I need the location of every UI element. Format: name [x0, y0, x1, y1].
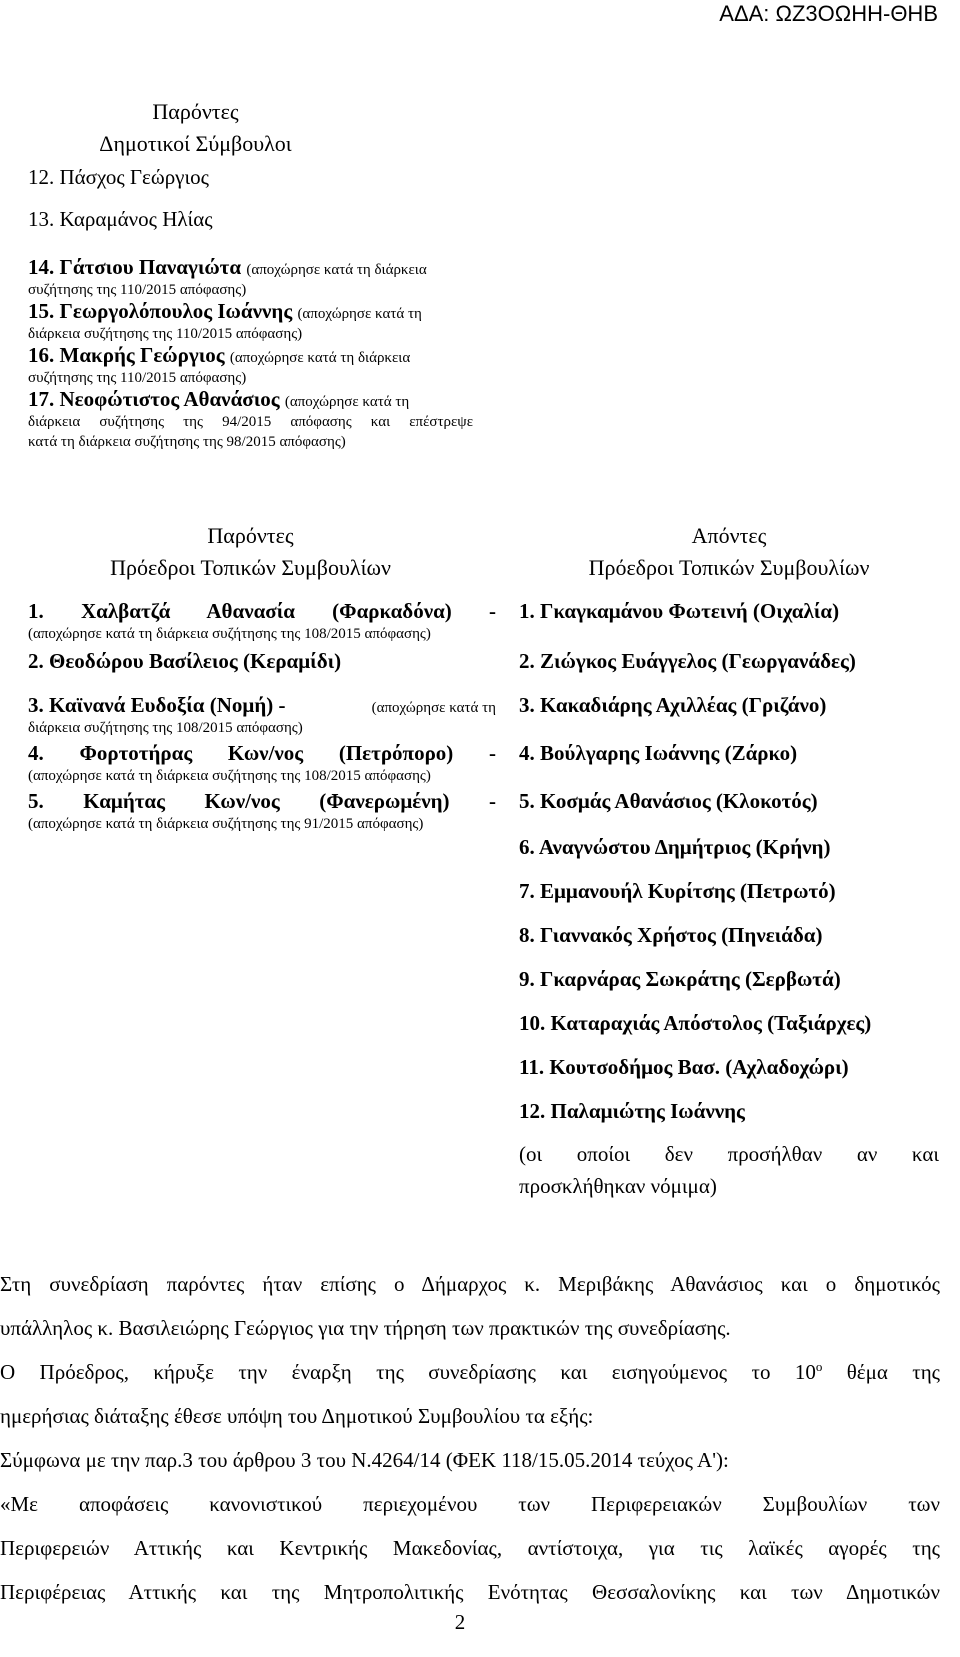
absent-presidents-heading: [519, 520, 939, 584]
councillor-note-cont: διάρκεια συζήτησης της 94/2015 απόφασης και επέστρεψε: [28, 414, 473, 430]
councillor-note-cont: κατά τη διάρκεια συζήτησης της 98/2015 απόφασης): [28, 434, 346, 450]
councillor-item: [28, 386, 473, 452]
body-line: Σύμφωνα με την παρ.3 του άρθρου 3 του Ν.4264/14 (ΦΕΚ 118/15.05.2014 τεύχος Α'):: [0, 1448, 729, 1472]
present-heading-title: Πρόεδροι Τοπικών Συμβουλίων: [110, 555, 391, 580]
absent-president-item: 3. Κακαδιάρης Αχιλλέας (Γριζάνο): [519, 693, 827, 717]
councillor-name: Γεωργολόπουλος Ιωάννης: [59, 299, 293, 323]
present-president-item: [28, 692, 496, 738]
page-number: 2: [454, 1610, 466, 1634]
councillor-num: 15.: [28, 299, 55, 323]
present-president-note: (αποχώρησε κατά τη διάρκεια συζήτησης της 108/2015 απόφασης): [28, 768, 431, 784]
councillor-name: Νεοφώτιστος Αθανάσιος: [59, 387, 280, 411]
present-president-name: 2. Θεοδώρου Βασίλειος (Κεραμίδι): [28, 649, 342, 673]
councillor-num: 12.: [28, 165, 55, 189]
absent-president-item: 7. Εμμανουήλ Κυρίτσης (Πετρωτό): [519, 879, 836, 903]
body-line: «Με αποφάσεις κανονιστικού περιεχομένου των Περιφερειακών Συμβουλίων των: [0, 1492, 940, 1516]
absent-heading-title: Πρόεδροι Τοπικών Συμβουλίων: [588, 555, 870, 580]
councillor-note-cont: συζήτησης της 110/2015 απόφασης): [28, 370, 247, 386]
councillors-heading: [28, 96, 363, 160]
councillor-item: [28, 206, 473, 232]
present-president-item: [28, 788, 496, 834]
absent-president-item: 2. Ζιώγκος Ευάγγελος (Γεωργανάδες): [519, 649, 856, 673]
body-line: υπάλληλος κ. Βασιλειώρης Γεώργιος για την τήρηση των πρακτικών της συνεδρίασης.: [0, 1316, 731, 1340]
councillor-num: 16.: [28, 343, 55, 367]
present-president-name: 3. Καϊνανά Ευδοξία (Νομή) -: [28, 693, 286, 717]
councillors-heading-title: Δημοτικοί Σύμβουλοι: [99, 131, 292, 156]
councillor-note: (αποχώρησε κατά τη διάρκεια: [229, 350, 411, 366]
ada-code: ΑΔΑ: ΩΖ3ΟΩΗΗ-ΘΗΒ: [719, 1, 938, 26]
absent-president-item: 8. Γιαννακός Χρήστος (Πηνειάδα): [519, 923, 823, 947]
councillor-note: (αποχώρησε κατά τη: [284, 394, 410, 410]
body-text: [0, 1262, 940, 1614]
present-president-note: (αποχώρησε κατά τη διάρκεια συζήτησης της 91/2015 απόφασης): [28, 816, 424, 832]
absent-president-item: 4. Βούλγαρης Ιωάννης (Ζάρκο): [519, 741, 798, 765]
councillor-num: 17.: [28, 387, 55, 411]
absent-note: [519, 1138, 939, 1202]
absent-president-item: 10. Καταραχιάς Απόστολος (Ταξιάρχες): [519, 1011, 872, 1035]
present-president-name: 4. Φορτοτήρας Κων/νος (Πετρόπορο) -: [28, 741, 496, 765]
councillor-note: (αποχώρησε κατά τη διάρκεια: [246, 262, 427, 278]
councillor-num: 13.: [28, 207, 55, 231]
councillor-name: Γάτσιου Παναγιώτα: [59, 255, 242, 279]
councillor-name: Πάσχος Γεώργιος: [59, 165, 209, 189]
absent-president-item: 9. Γκαρνάρας Σωκράτης (Σερβωτά): [519, 967, 841, 991]
councillor-note-cont: συζήτησης της 110/2015 απόφασης): [28, 282, 247, 298]
present-heading-label: Παρόντες: [207, 523, 294, 548]
body-line: Στη συνεδρίαση παρόντες ήταν επίσης ο Δήμαρχος κ. Μεριβάκης Αθανάσιος και ο δημοτικός: [0, 1272, 940, 1296]
absent-president-item: 1. Γκαγκαμάνου Φωτεινή (Οιχαλία): [519, 599, 840, 623]
absent-president-item: 11. Κουτσοδήμος Βασ. (Αχλαδοχώρι): [519, 1055, 849, 1079]
absent-president-item: 12. Παλαμιώτης Ιωάννης: [519, 1099, 745, 1123]
absent-note-line1: (οι οποίοι δεν προσήλθαν αν και: [519, 1142, 939, 1166]
councillors-heading-present: Παρόντες: [152, 99, 239, 124]
present-president-item: [28, 740, 496, 786]
councillor-note-cont: διάρκεια συζήτησης της 110/2015 απόφασης): [28, 326, 303, 342]
absent-note-line2: προσκλήθηκαν νόμιμα): [519, 1174, 717, 1198]
absent-president-item: 5. Κοσμάς Αθανάσιος (Κλοκοτός): [519, 789, 818, 813]
councillor-item: [28, 342, 473, 388]
body-line: Ο Πρόεδρος, κήρυξε την έναρξη της συνεδρίασης και εισηγούμενος το $10^o$ θέμα της: [0, 1359, 940, 1384]
absent-president-item: 6. Αναγνώστου Δημήτριος (Κρήνη): [519, 835, 831, 859]
present-president-note: (αποχώρησε κατά τη διάρκεια συζήτησης της 108/2015 απόφασης): [28, 626, 431, 642]
body-line: Περιφέρειας Αττικής και της Μητροπολιτικής Ενότητας Θεσσαλονίκης και των Δημοτικών: [0, 1580, 940, 1604]
body-line: Περιφερειών Αττικής και Κεντρικής Μακεδονίας, αντίστοιχα, για τις λαϊκές αγορές της: [0, 1536, 940, 1560]
present-presidents-heading: [28, 520, 473, 584]
councillor-item: [28, 254, 473, 300]
present-president-note-cont: διάρκεια συζήτησης της 108/2015 απόφασης): [28, 720, 303, 736]
body-line: ημερήσιας διάταξης έθεσε υπόψη του Δημοτικού Συμβουλίου τα εξής:: [0, 1404, 594, 1428]
councillor-item: [28, 164, 473, 190]
present-president-name: 5. Καμήτας Κων/νος (Φανερωμένη) -: [28, 789, 496, 813]
councillor-num: 14.: [28, 255, 55, 279]
councillor-name: Μακρής Γεώργιος: [59, 343, 225, 367]
present-president-item: [28, 648, 496, 674]
present-president-note: (αποχώρησε κατά τη: [371, 700, 496, 716]
absent-heading-label: Απόντες: [691, 523, 767, 548]
councillor-note: (αποχώρησε κατά τη: [297, 306, 422, 322]
councillor-item: [28, 298, 473, 344]
present-president-item: [28, 598, 496, 644]
present-president-name: 1. Χαλβατζά Αθανασία (Φαρκαδόνα) -: [28, 599, 496, 623]
councillor-name: Καραμάνος Ηλίας: [59, 207, 213, 231]
